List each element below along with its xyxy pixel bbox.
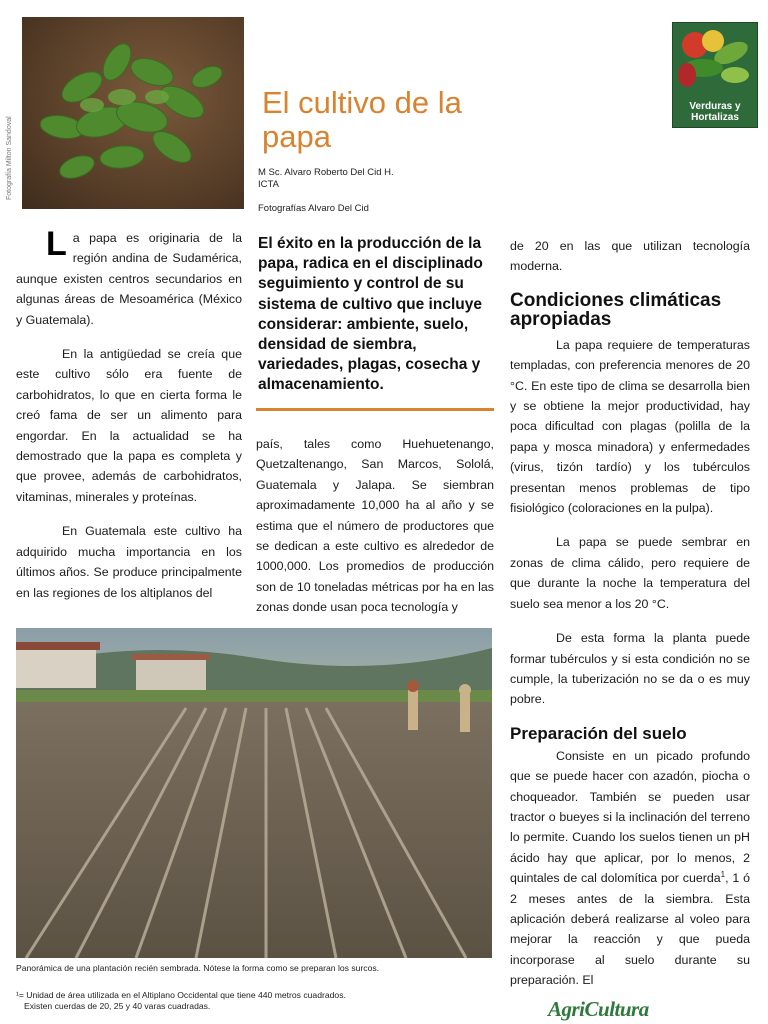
col3-paragraph-3: De esta forma la planta puede formar tubérculos y si esta condición no se cumple, la tuberización no se da o es muy pobre. (510, 631, 750, 707)
heading-climate: Condiciones climáticas apropiadas (510, 289, 722, 330)
photo-credit (4, 90, 18, 200)
pull-quote-rule (256, 408, 494, 411)
vegetables-icon (673, 23, 757, 93)
article-title (262, 86, 522, 154)
potato-plant-illustration (22, 17, 244, 209)
column-2 (256, 434, 494, 632)
col2-paragraph-1: país, tales como Huehuetenango, Quetzaltenango, San Marcos, Sololá, Guatemala y Jalapa. Se siembran aproximadamente 10,000 ha al año y se estima que el número de productores que se dedican a este cultivo es alrededor de 1000,000. Los promedios de producción son de 10 toneladas métricas por ha en las zonas donde usan poca tecnología y (256, 437, 494, 615)
footnote-line-1: ¹= Unidad de área utilizada en el Altiplano Occidental que tiene 440 metros cuadrados. (16, 990, 346, 1000)
pull-quote: El éxito en la producción de la papa, radica en el disciplinado seguimiento y control de su sistema de cultivo que incluye considerar: ambiente, suelo, densidad de siembra, variedades, plagas, cosecha y almacenamiento. (258, 235, 483, 394)
col1-paragraph-1 (16, 225, 242, 330)
photo-caption: Panorámica de una plantación recién sembrada. Nótese la forma como se preparan los surcos. (16, 963, 380, 973)
field-photo (16, 628, 492, 958)
column-1 (16, 225, 242, 617)
col3-paragraph-2: La papa se puede sembrar en zonas de clima cálido, pero requiere de que durante la noche la temperatura del suelo sea menor a los 20 °C. (510, 535, 750, 611)
potato-plant-photo (22, 17, 244, 209)
author-affiliation: ICTA (258, 179, 279, 190)
col1-p1-text: a papa es originaria de la región andina de Sudamérica, aunque existen centros secundarios en algunas áreas de Mesoamérica (México y Guatemala). (16, 231, 242, 327)
magazine-logo: AgriCultura (548, 997, 649, 1021)
title-line-2: papa (262, 119, 331, 154)
author-name: M Sc. Alvaro Roberto Del Cid H. (258, 167, 394, 178)
footnote-line-2: Existen cuerdas de 20, 25 y 40 varas cuadradas. (24, 1001, 211, 1011)
footnote (16, 990, 346, 1012)
photo-credit-text: Fotografía Milton Sandoval (6, 116, 13, 200)
badge-label (673, 101, 757, 123)
title-line-1: El cultivo de la (262, 85, 462, 120)
col3-paragraph-0: de 20 en las que utilizan tecnología moderna. (510, 239, 750, 274)
col3-paragraph-1: La papa requiere de temperaturas templadas, con preferencia menores de 20 °C. En este tipo de clima se desarrolla bien y se obtiene la mejor productividad, hay poca dificultad con plagas (polilla de la papa y mosca minadora) y enfermedades (virus, tizón tardío) y los tubérculos presentan menos problemas de tipo fisiológico (coloraciones en la pulpa). (510, 337, 750, 516)
badge-line-1: Verduras y (689, 101, 741, 112)
heading-soil: Preparación del suelo (510, 723, 687, 743)
column-3 (510, 236, 750, 1005)
col3-paragraph-4 (510, 746, 750, 991)
col1-paragraph-2: En la antigüedad se creía que este cultivo sólo era fuente de carbohidratos, lo que en cierta forma le creó fama de ser un alimento para engordar. En la actualidad se ha demostrado que la papa es completa y que provee, además de carbohidratos, vitaminas, minerales y proteínas. (16, 347, 242, 504)
section-badge (672, 22, 758, 128)
drop-cap: L (46, 225, 67, 263)
col3-p4-text-a: Consiste en un picado profundo que se puede hacer con azadón, piocha o choqueador. También se pueden usar tractor o bueyes si la inclinación del terreno lo permite. Cuando los suelos tienen un pH ácido hay que aplicar, por lo menos, 2 quintales de cal dolomítica por cuerda (510, 748, 750, 886)
field-illustration (16, 628, 492, 958)
col1-paragraph-3: En Guatemala este cultivo ha adquirido mucha importancia en los últimos años. Se produce principalmente en las regiones de los altiplanos del (16, 524, 242, 600)
footnote-marker: 1 (720, 870, 726, 880)
photos-by: Fotografías Alvaro Del Cid (258, 203, 369, 214)
badge-line-2: Hortalizas (691, 112, 739, 123)
col3-p4-text-b: , 1 ó 2 meses antes de la siembra. Esta aplicación deberá realizarse al voleo para mejorar la reacción y que pueda incorporase al suelo durante su preparación. El (510, 871, 750, 988)
author-block (258, 167, 394, 191)
